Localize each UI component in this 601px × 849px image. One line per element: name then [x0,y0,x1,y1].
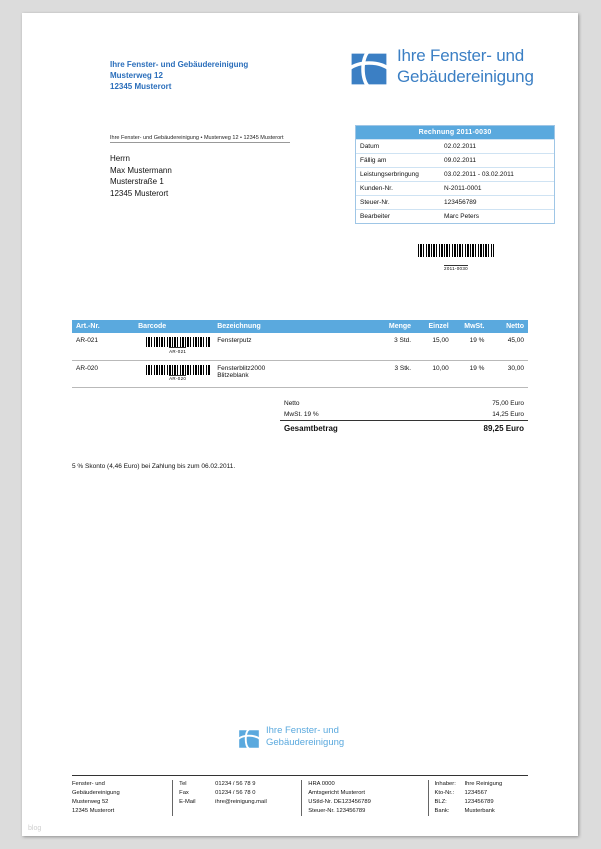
table-row [72,361,528,389]
footer-column-address [72,780,172,816]
barcode-icon [146,365,210,375]
invoice-meta-table [355,125,555,224]
meta-key: Leistungserbringung [360,171,419,178]
footer-bank-owner-value: Ihre Reinigung [464,781,503,787]
recipient-line-3: Musterstraße 1 [110,177,164,186]
sender-line-1: Ihre Fenster- und Gebäudereinigung [110,60,249,69]
total-value: 75,00 Euro [492,400,524,407]
col-header-menge: Menge [388,323,412,330]
meta-key: Steuer-Nr. [360,199,390,206]
col-header-netto: Netto [506,323,524,330]
total-value: 14,25 Euro [492,411,524,418]
footer-contact-tel [179,780,301,789]
meta-key: Fällig am [360,157,387,164]
invoice-title: Rechnung 2011-0030 [356,126,554,139]
meta-value: Marc Peters [444,213,480,220]
footer-contact-email-label: E-Mail [179,799,196,805]
cell-art: AR-021 [76,337,99,344]
cell-barcode [138,365,217,383]
cell-mwst: 19 % [469,337,485,344]
footer-address-line-1: Fenster- und [72,781,105,787]
sender-line-3: 12345 Musterort [110,82,172,91]
skonto-note: 5 % Skonto (4,46 Euro) bei Zahlung bis zum 06.02.2011. [72,463,236,470]
items-table [72,320,528,388]
barcode-label: AR-020 [169,376,187,381]
footer-address-line-4: 12345 Musterort [72,808,115,814]
footer-bank-name [435,807,528,816]
cell-netto: 45,00 [507,337,524,344]
logo-text-line1: Ihre Fenster- und [397,46,524,65]
footer-contact-email-value: ihre@reinigung.mail [215,799,267,805]
meta-key: Bearbeiter [360,213,390,220]
totals-block [280,398,528,435]
footer-contact-fax [179,789,301,798]
meta-value: 03.02.2011 - 03.02.2011 [444,171,514,178]
meta-row [356,153,554,167]
footer-bank-blz [435,798,528,807]
barcode-icon [146,337,210,347]
grand-total-value: 89,25 Euro [483,424,524,433]
return-address-line: Ihre Fenster- und Gebäudereinigung • Musterweg 12 • 12345 Musterort [110,135,290,143]
window-panes-icon [237,727,261,751]
cell-menge: 3 Std. [394,337,412,344]
window-panes-icon [347,47,391,91]
total-row-mwst [280,409,528,420]
table-row [72,333,528,361]
cell-einzel: 10,00 [432,364,449,372]
sender-line-2: Musterweg 12 [110,71,163,80]
cell-bezeichnung [217,365,366,379]
recipient-address [110,153,172,199]
footer-legal-line-2: Amtsgericht Musterort [308,790,365,796]
meta-row [356,181,554,195]
footer-bank-blz-value: 123456789 [464,799,494,805]
total-row-netto [280,398,528,409]
items-table-header [72,320,528,333]
meta-key: Kunden-Nr. [360,185,393,192]
barcode-label: 2011-0030 [444,266,468,271]
recipient-line-4: 12345 Musterort [110,188,169,198]
cell-bezeichnung [217,337,366,344]
barcode-label: AR-021 [169,348,187,354]
meta-value: 02.02.2011 [444,143,477,150]
meta-value: 123456789 [444,199,477,206]
footer-contact-tel-value: 01234 / 56 78 9 [215,781,256,787]
footer-legal-line-1: HRA 0000 [308,781,335,787]
logo-text-line2: Gebäudereinigung [397,67,534,86]
footer-logo-line1: Ihre Fenster- und [266,725,339,736]
footer-column-legal [301,780,427,816]
cell-barcode [138,337,217,355]
footer-column-bank [428,780,528,816]
recipient-line-2: Max Mustermann [110,165,172,175]
meta-value: 09.02.2011 [444,157,477,164]
cell-bezeichnung-line2: Blitzeblank [217,371,249,379]
cell-art: AR-020 [76,364,99,372]
footer-bank-owner-label: Inhaber: [434,781,456,787]
footer-bank-account-value: 1234567 [464,790,488,796]
footer-bank-owner [435,780,528,789]
invoice-page [22,13,578,836]
meta-row [356,195,554,209]
footer-column-contact [172,780,301,816]
cell-mwst: 19 % [469,364,485,372]
footer-legal-line-4: Steuer-Nr. 123456789 [308,808,366,814]
total-label: MwSt. 19 % [284,411,319,418]
cell-bezeichnung-line1: Fensterblitz2000 [217,364,266,372]
cell-netto: 30,00 [507,364,524,372]
footer-bank-name-value: Musterbank [464,808,495,814]
footer-logo-text [266,725,344,749]
grand-total-label: Gesamtbetrag [284,424,338,433]
footer-contact-email [179,798,301,807]
col-header-einzel: Einzel [428,323,449,330]
cell-einzel: 15,00 [432,337,449,344]
footer-bank-blz-label: BLZ: [434,799,447,805]
cell-menge: 3 Stk. [394,364,412,372]
footer-bank-account [435,789,528,798]
footer-bank-account-label: Kto-Nr.: [434,790,455,796]
logo-text [397,45,534,87]
col-header-art: Art.-Nr. [76,323,100,330]
grand-total-row [280,420,528,435]
footer-bank-name-label: Bank: [434,808,450,814]
company-logo [347,45,562,103]
cell-bezeichnung-line1: Fensterputz [217,337,252,344]
footer-contact-tel-label: Tel [179,781,187,787]
footer-address-line-3: Musterweg 52 [72,799,109,805]
footer-legal-line-3: UStId-Nr. DE123456789 [308,799,371,805]
footer-contact-fax-label: Fax [179,790,189,796]
meta-value: N-2011-0001 [444,185,482,192]
invoice-barcode [418,244,494,275]
meta-row [356,139,554,153]
total-label: Netto [284,400,300,407]
col-header-bezeichnung: Bezeichnung [217,323,261,330]
meta-row [356,209,554,223]
meta-row [356,167,554,181]
footer-logo-line2: Gebäudereinigung [266,737,345,748]
sender-header [110,59,248,92]
footer-contact-fax-value: 01234 / 56 78 0 [215,790,256,796]
footer-logo [237,725,387,755]
recipient-line-1: Herrn [110,154,131,163]
page-footer [72,775,528,816]
footer-address-line-2: Gebäudereinigung [72,790,120,796]
col-header-barcode: Barcode [138,323,167,330]
watermark: blog [28,825,42,832]
meta-key: Datum [360,143,380,150]
barcode-icon [418,244,494,257]
col-header-mwst: MwSt. [464,323,485,330]
